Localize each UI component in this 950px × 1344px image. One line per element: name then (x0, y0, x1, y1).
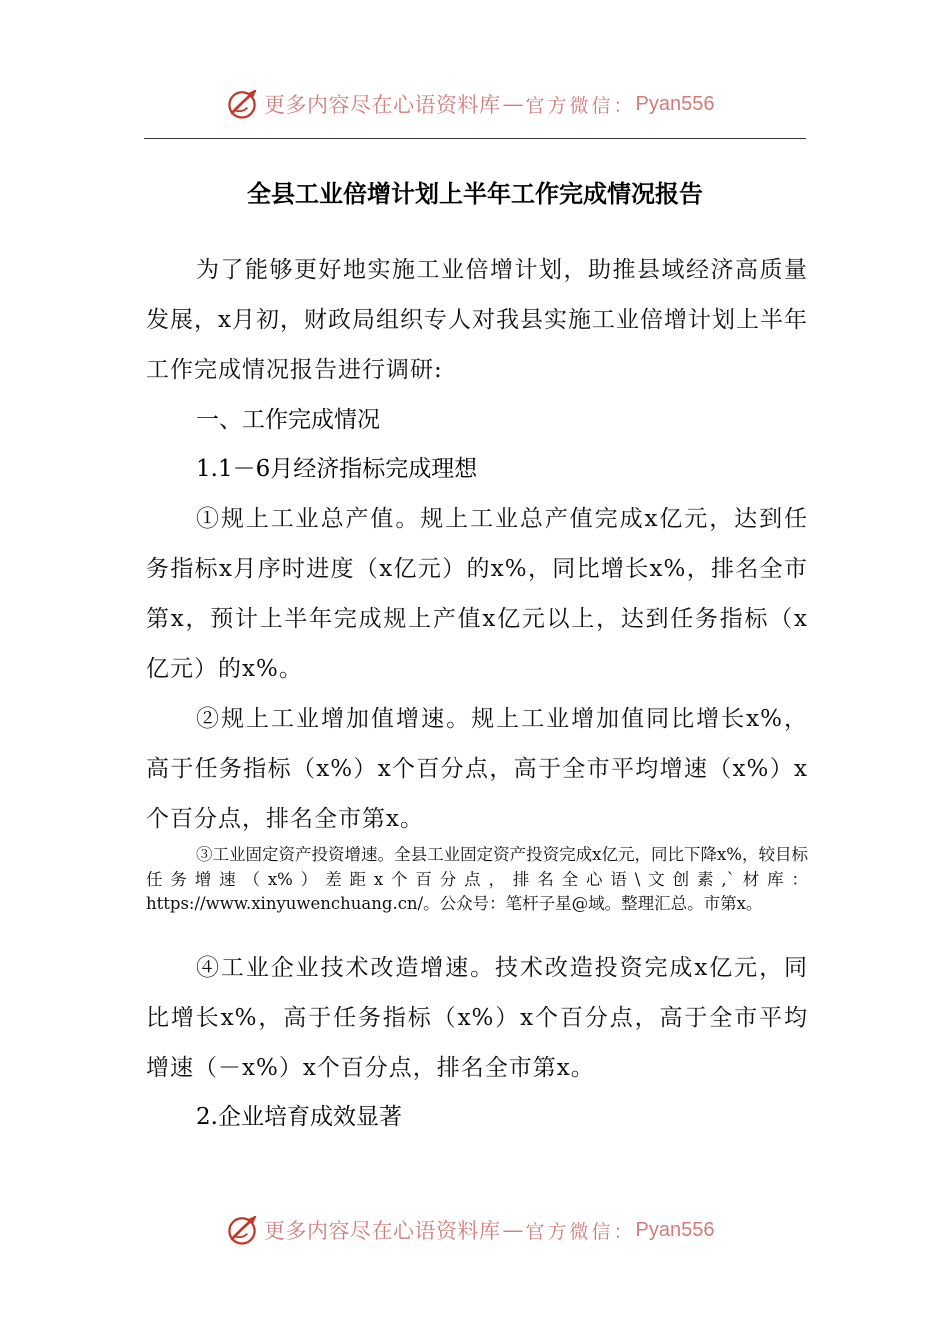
intro-paragraph: 为了能够更好地实施工业倍增计划，助推县域经济高质量发展，x月初，财政局组织专人对我县实施工业倍增计划上半年工作完成情况报告进行调研: (146, 257, 808, 383)
document-title: 全县工业倍增计划上半年工作完成情况报告 (247, 180, 703, 208)
watermark-brand: 更多内容尽在心语资料库 (264, 1219, 501, 1243)
header-divider (144, 138, 806, 139)
watermark-dash: — (502, 92, 524, 116)
watermark-wechat-id: Pyan556 (635, 92, 715, 115)
item-2-paragraph: ②规上工业增加值增速。规上工业增加值同比增长x%，高于任务指标（x%）x个百分点，高于全市平均增速（x%）x个百分点，排名全市第x。 (146, 706, 808, 832)
header-watermark (224, 84, 714, 124)
subheading-1: 1.1－6月经济指标完成理想 (196, 456, 478, 482)
watermark-label: 官方微信： (525, 94, 636, 117)
watermark-dash: — (502, 1218, 524, 1242)
subheading-2: 2.企业培育成效显著 (196, 1104, 402, 1130)
item-1-paragraph: ①规上工业总产值。规上工业总产值完成x亿元，达到任务指标x月序时进度（x亿元）的x%，同比增长x%，排名全市第x，预计上半年完成规上产值x亿元以上，达到任务指标（x亿元）的x%。 (146, 506, 808, 682)
watermark-label: 官方微信： (525, 1220, 636, 1243)
watermark-brand: 更多内容尽在心语资料库 (264, 93, 501, 117)
pen-logo-icon (224, 1212, 260, 1248)
section-heading-1: 一、工作完成情况 (196, 407, 380, 433)
footer-watermark (224, 1210, 714, 1250)
pen-logo-icon (224, 86, 260, 122)
item-4-paragraph: ④工业企业技术改造增速。技术改造投资完成x亿元，同比增长x%，高于任务指标（x%）x个百分点，高于全市平均增速（－x%）x个百分点，排名全市第x。 (146, 955, 808, 1081)
item-3-paragraph: ③工业固定资产投资增速。全县工业固定资产投资完成x亿元，同比下降x%，较目标任务增速（x%）差距x个百分点，排名全心语\文创素,`材库：https://www.xinyuwenchuang.cn/。公众号：笔杆子星@域。整理汇总。市第x。 (146, 845, 808, 913)
watermark-wechat-id: Pyan556 (635, 1218, 715, 1241)
